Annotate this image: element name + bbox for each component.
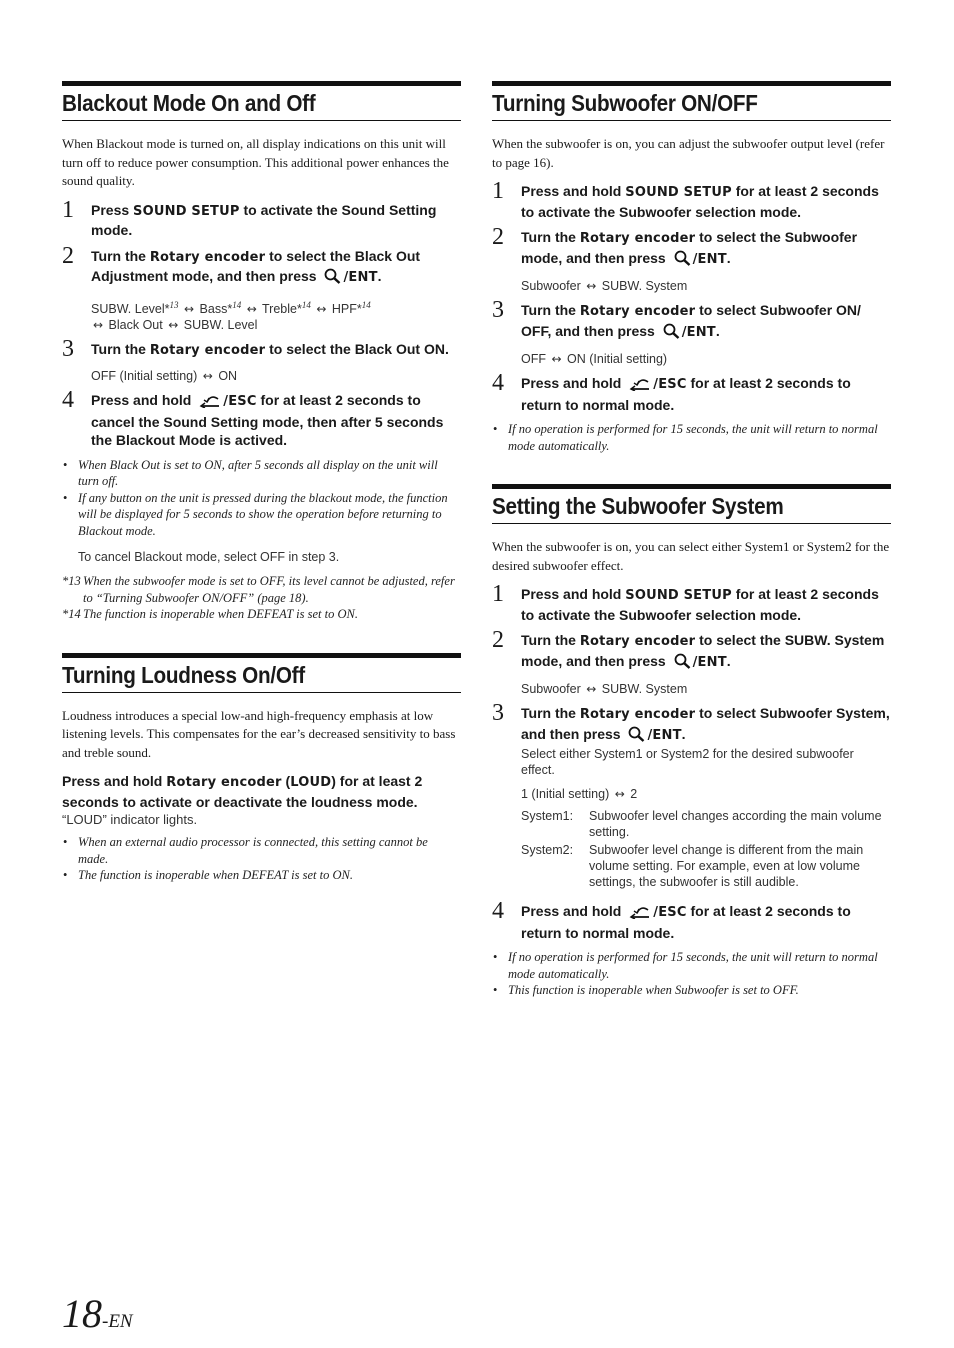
section-intro: Loudness introduces a special low-and high-frequency emphasis at low listening levels. This compensates for the ear’s decreased sensitivity to bass and treble sound. <box>62 707 456 760</box>
double-arrow-icon: ↔ <box>316 301 327 316</box>
step-text: Press and hold SOUND SETUP for at least 2 seconds to activate the Subwoofer selection mode. <box>521 586 879 623</box>
section-title: Blackout Mode On and Off <box>62 90 316 116</box>
step-number: 1 <box>492 581 504 607</box>
esc-label: /ESC <box>223 394 257 410</box>
note-item: • If no operation is performed for 15 seconds, the unit will return to normal mode automatically. <box>492 949 891 982</box>
right-column <box>492 81 891 1029</box>
step-2 <box>492 627 891 697</box>
search-icon <box>324 268 341 289</box>
double-arrow-icon: ↔ <box>551 352 562 366</box>
double-arrow-icon: ↔ <box>586 279 597 293</box>
step-4 <box>62 387 461 450</box>
step-text: Turn the Rotary encoder to select Subwoofer ON/ OFF, and then press /ENT. <box>521 301 891 343</box>
section-intro: When the subwoofer is on, you can select either System1 or System2 for the desired subwoofer effect. <box>492 539 890 573</box>
search-icon <box>663 323 680 344</box>
step-3 <box>492 297 891 367</box>
notes-list <box>62 457 461 540</box>
subwoofer-onoff-section <box>492 81 891 454</box>
ent-label: /ENT <box>692 251 727 267</box>
step-2 <box>492 224 891 294</box>
step-number: 2 <box>492 224 504 250</box>
step-sequence: 1 (Initial setting) ↔ 2 <box>521 787 638 801</box>
step-3 <box>62 335 461 385</box>
button-label: SOUND SETUP <box>625 185 732 200</box>
step-number: 3 <box>492 700 504 726</box>
section-intro: When the subwoofer is on, you can adjust the subwoofer output level (refer to page 16). <box>492 136 885 170</box>
section-title: Setting the Subwoofer System <box>492 493 784 519</box>
button-label: Rotary encoder <box>579 634 696 649</box>
ent-label: /ENT <box>681 324 716 340</box>
step-2 <box>62 242 461 333</box>
loudness-result: “LOUD” indicator lights. <box>62 812 198 828</box>
step-1 <box>492 178 891 221</box>
step-text: Press and hold /ESC for at least 2 seconds to return to normal mode. <box>521 903 851 941</box>
note-item: • If no operation is performed for 15 seconds, the unit will return to normal mode automatically. <box>492 421 891 454</box>
footnote: *14 The function is inoperable when DEFEAT is set to ON. <box>62 607 358 622</box>
back-arrow-icon <box>629 905 651 924</box>
step-number: 3 <box>62 335 74 362</box>
double-arrow-icon: ↔ <box>614 787 625 801</box>
step-text: Turn the Rotary encoder to select the Black Out ON. <box>91 340 449 358</box>
step-4 <box>492 898 891 942</box>
notes-list <box>492 421 891 454</box>
footnote: *13 When the subwoofer mode is set to OFF, its level cannot be adjusted, refer to “Turning Subwoofer ON/OFF” (page 18). <box>62 574 455 605</box>
ent-label: /ENT <box>692 654 727 670</box>
step-sequence: Subwoofer ↔ SUBW. System <box>521 682 688 696</box>
button-label: Rotary encoder <box>149 342 266 358</box>
step-sequence: Subwoofer ↔ SUBW. System <box>521 279 688 293</box>
search-icon <box>628 726 645 747</box>
step-number: 4 <box>492 370 504 396</box>
step-sequence: OFF (Initial setting) ↔ ON <box>91 369 238 384</box>
double-arrow-icon: ↔ <box>202 369 213 384</box>
section-title: Turning Subwoofer ON/OFF <box>492 90 758 116</box>
step-number: 4 <box>62 387 74 414</box>
step-number: 2 <box>492 627 504 653</box>
step-number: 1 <box>62 196 74 223</box>
button-label: SOUND SETUP <box>625 588 732 603</box>
section-header <box>492 81 891 121</box>
double-arrow-icon: ↔ <box>246 301 257 316</box>
notes-list <box>492 949 891 999</box>
back-arrow-icon <box>199 394 221 413</box>
step-sequence: SUBW. Level*$^{13}$ ↔ Bass*$^{14}$ ↔ Treble*$^{14}$ ↔ HPF*$^{14}$ ↔ Black Out ↔ SUBW. Level <box>91 299 371 332</box>
step-1 <box>492 581 891 624</box>
step-number: 1 <box>492 178 504 204</box>
step-text: Turn the Rotary encoder to select the Subwoofer mode, and then press /ENT. <box>521 228 891 270</box>
step-text: Press SOUND SETUP to activate the Sound Setting mode. <box>91 201 437 238</box>
system-definitions <box>521 808 891 890</box>
page-number: 18-EN <box>62 1291 133 1336</box>
step-text: Turn the Rotary encoder to select the SUBW. System mode, and then press /ENT. <box>521 631 891 673</box>
notes-list <box>62 834 461 884</box>
double-arrow-icon: ↔ <box>586 682 597 696</box>
step-detail: Select either System1 or System2 for the desired subwoofer effect. <box>521 747 854 777</box>
left-column <box>62 81 461 914</box>
section-header <box>62 81 461 121</box>
loudness-instruction: Press and hold Rotary encoder (LOUD) for at least 2 seconds to activate or deactivate the loudness mode. <box>62 773 423 810</box>
double-arrow-icon: ↔ <box>168 317 179 332</box>
ent-label: /ENT <box>647 727 682 743</box>
button-label: SOUND SETUP <box>133 203 240 219</box>
definition-row: System1: Subwoofer level changes according the main volume setting. <box>521 809 882 839</box>
double-arrow-icon: ↔ <box>93 317 104 332</box>
step-text: Turn the Rotary encoder to select Subwoofer System, and then press /ENT. <box>521 704 891 746</box>
step-number: 4 <box>492 898 504 924</box>
double-arrow-icon: ↔ <box>184 301 195 316</box>
esc-label: /ESC <box>653 377 687 392</box>
step-text: Turn the Rotary encoder to select the Black Out Adjustment mode, and then press /ENT. <box>91 247 461 289</box>
definition-row: System2: Subwoofer level change is different from the main volume setting. For example, even at low volume settings, the subwoofer is still audible. <box>521 843 864 889</box>
back-arrow-icon <box>629 377 651 396</box>
button-label: Rotary encoder <box>579 304 696 319</box>
step-1 <box>62 196 461 240</box>
section-intro: When Blackout mode is turned on, all display indications on this unit will turn off to reduce power consumption. This additional power enhances the sound quality. <box>62 136 449 188</box>
step-4 <box>492 370 891 414</box>
subwoofer-system-section <box>492 484 891 999</box>
step-text: Press and hold /ESC for at least 2 seconds to return to normal mode. <box>521 375 851 413</box>
button-label: Rotary encoder <box>579 707 696 722</box>
esc-label: /ESC <box>653 905 687 920</box>
section-title: Turning Loudness On/Off <box>62 661 305 688</box>
note-item: • The function is inoperable when DEFEAT is set to ON. <box>62 867 461 884</box>
blackout-section <box>62 81 461 623</box>
note-item: • When Black Out is set to ON, after 5 seconds all display on the unit will turn off. <box>62 457 461 490</box>
step-number: 2 <box>62 242 74 269</box>
cancel-note: To cancel Blackout mode, select OFF in step 3. <box>78 550 340 565</box>
step-sequence: OFF ↔ ON (Initial setting) <box>521 352 668 366</box>
section-header <box>62 653 461 693</box>
section-header <box>492 484 891 524</box>
note-item: • This function is inoperable when Subwoofer is set to OFF. <box>492 982 891 999</box>
step-text: Press and hold /ESC for at least 2 seconds to cancel the Sound Setting mode, then after 5 seconds the Blackout Mode is actived. <box>91 392 444 449</box>
note-item: • If any button on the unit is pressed during the blackout mode, the function will be displayed for 5 seconds to show the operation before returning to Blackout mode. <box>62 490 461 540</box>
button-label: Rotary encoder <box>579 231 696 246</box>
ent-label: /ENT <box>343 270 378 285</box>
search-icon <box>674 250 691 271</box>
loudness-section <box>62 653 461 884</box>
note-item: • When an external audio processor is connected, this setting cannot be made. <box>62 834 461 867</box>
step-3 <box>492 700 891 892</box>
button-label: Rotary encoder <box>149 249 266 265</box>
step-text: Press and hold SOUND SETUP for at least 2 seconds to activate the Subwoofer selection mode. <box>521 183 879 220</box>
search-icon <box>674 653 691 674</box>
step-number: 3 <box>492 297 504 323</box>
button-label: Rotary encoder <box>166 775 282 791</box>
button-label: LOUD <box>290 775 332 791</box>
